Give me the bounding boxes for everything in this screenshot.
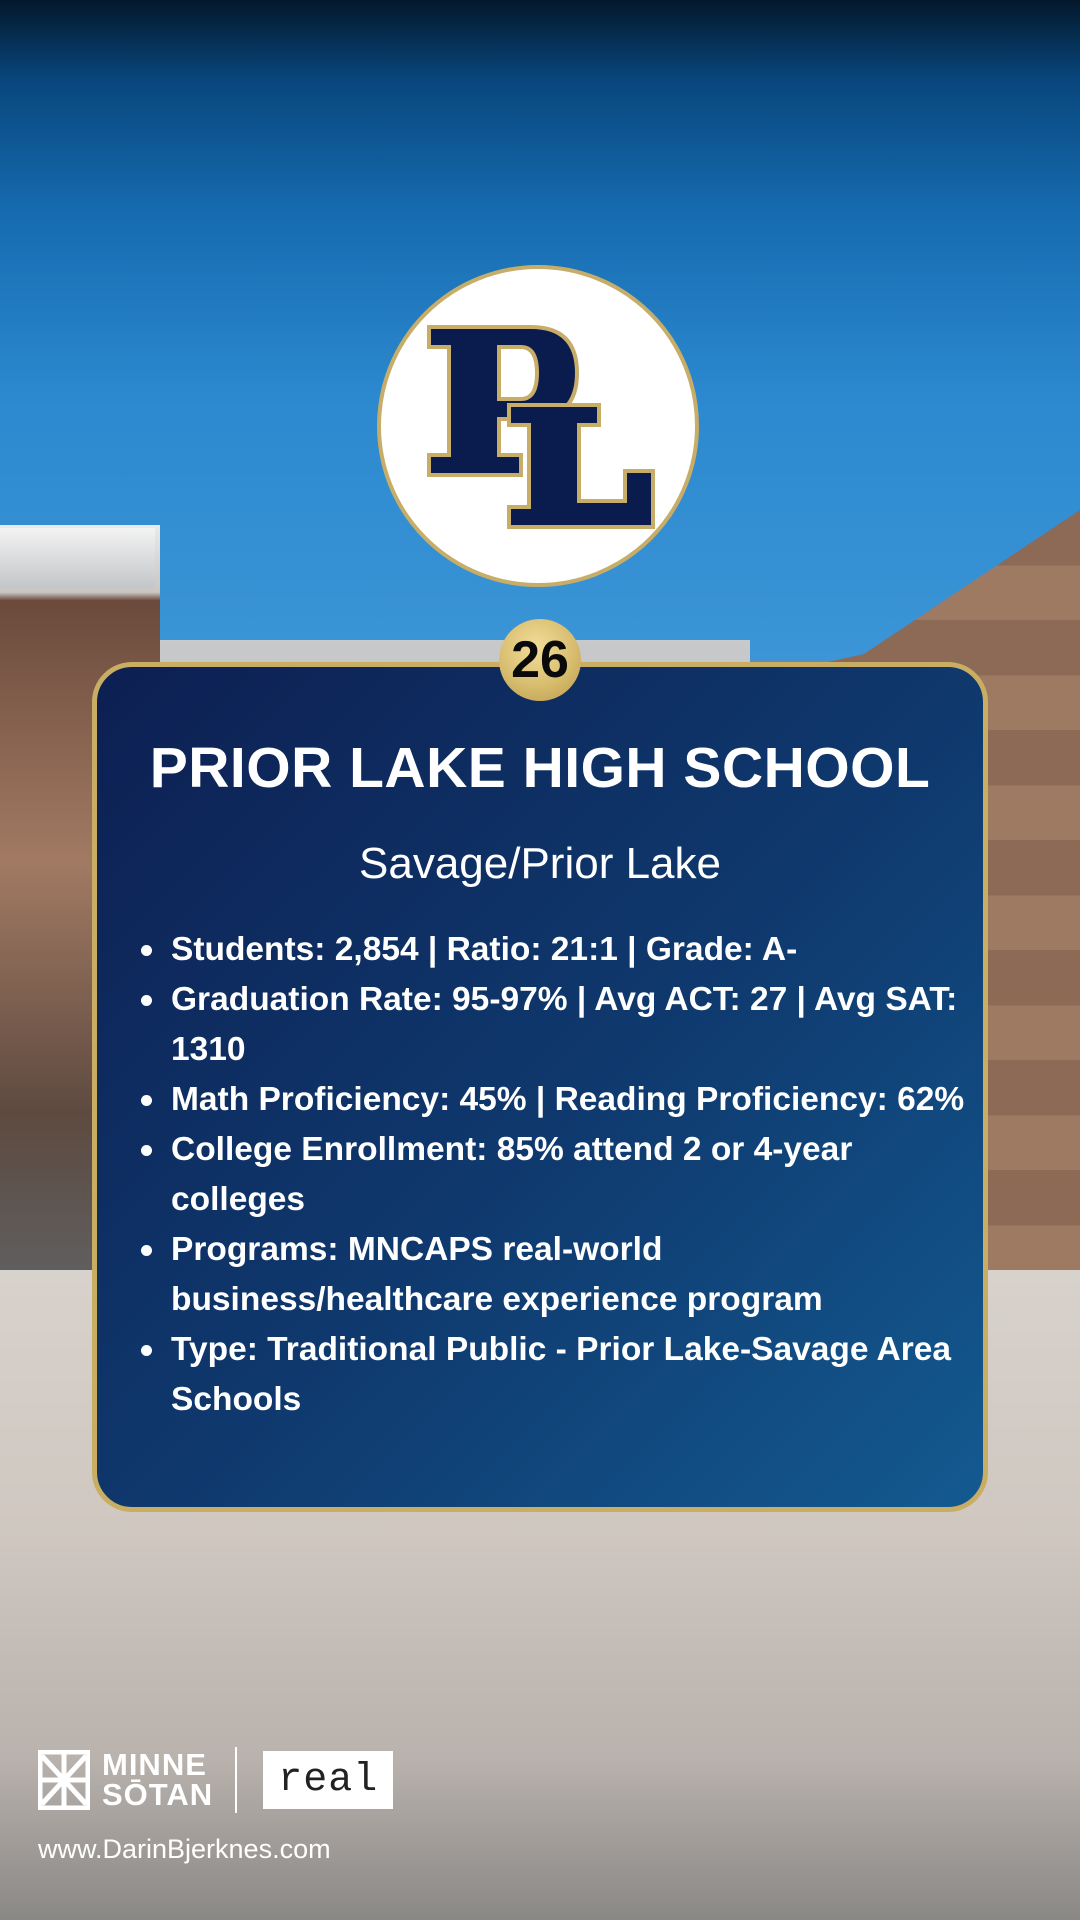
fact-item: Math Proficiency: 45% | Reading Proficiency: 62% <box>171 1075 991 1125</box>
pl-monogram-icon <box>381 269 695 583</box>
school-name: PRIOR LAKE HIGH SCHOOL <box>149 736 931 800</box>
fact-item: College Enrollment: 85% attend 2 or 4-year colleges <box>171 1125 991 1225</box>
school-info-card <box>92 662 988 1512</box>
footer-branding <box>38 1748 393 1812</box>
fact-item: Students: 2,854 | Ratio: 21:1 | Grade: A- <box>171 925 991 975</box>
school-logo <box>377 265 699 587</box>
real-logo: real <box>263 1751 393 1809</box>
website-url[interactable]: www.DarinBjerknes.com <box>38 1834 331 1864</box>
fact-item: Type: Traditional Public - Prior Lake-Savage Area Schools <box>171 1325 991 1425</box>
minnesotan-wordmark: MINNE SŌTAN <box>102 1747 214 1812</box>
rank-badge: 26 <box>499 619 581 701</box>
school-facts-list <box>137 925 991 1425</box>
fact-item: Programs: MNCAPS real-world business/healthcare experience program <box>171 1225 991 1325</box>
school-city: Savage/Prior Lake <box>359 839 721 888</box>
footer-divider <box>235 1747 237 1813</box>
minnesotan-mark-icon <box>38 1750 90 1810</box>
fact-item: Graduation Rate: 95-97% | Avg ACT: 27 | Avg SAT: 1310 <box>171 975 991 1075</box>
